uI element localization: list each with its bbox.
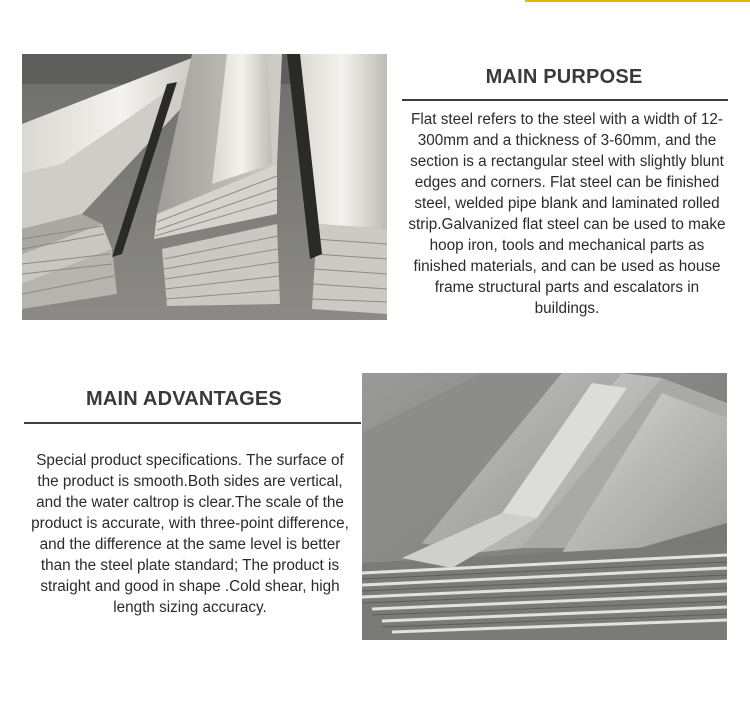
flat-steel-stack-photo bbox=[362, 373, 727, 640]
main-advantages-divider bbox=[24, 422, 361, 424]
flat-steel-stack-illustration bbox=[362, 373, 727, 640]
flat-steel-bundles-photo bbox=[22, 54, 387, 320]
main-purpose-divider bbox=[402, 99, 728, 101]
main-purpose-body: Flat steel refers to the steel with a width of 12-300mm and a thickness of 3-60mm, and the section is a rectangular steel with slightly blunt edges and corners. Flat steel can be finished steel, welded pipe blank and laminated rolled strip.Galvanized flat steel can be used to make hoop iron, tools and mechanical parts as finished materials, and can be used as house frame structural parts and escalators in buildings. bbox=[408, 111, 726, 317]
flat-steel-bundles-illustration bbox=[22, 54, 387, 320]
top-accent-bar bbox=[525, 0, 750, 2]
main-advantages-title: MAIN ADVANTAGES bbox=[86, 388, 282, 410]
main-purpose-title: MAIN PURPOSE bbox=[485, 66, 643, 88]
main-advantages-body: Special product specifications. The surface of the product is smooth.Both sides are vertical, and the water caltrop is clear.The scale of the product is accurate, with three-point difference, and the difference at the same level is better than the steel plate standard; The product is straight and good in shape .Cold shear, high length sizing accuracy. bbox=[31, 452, 349, 616]
